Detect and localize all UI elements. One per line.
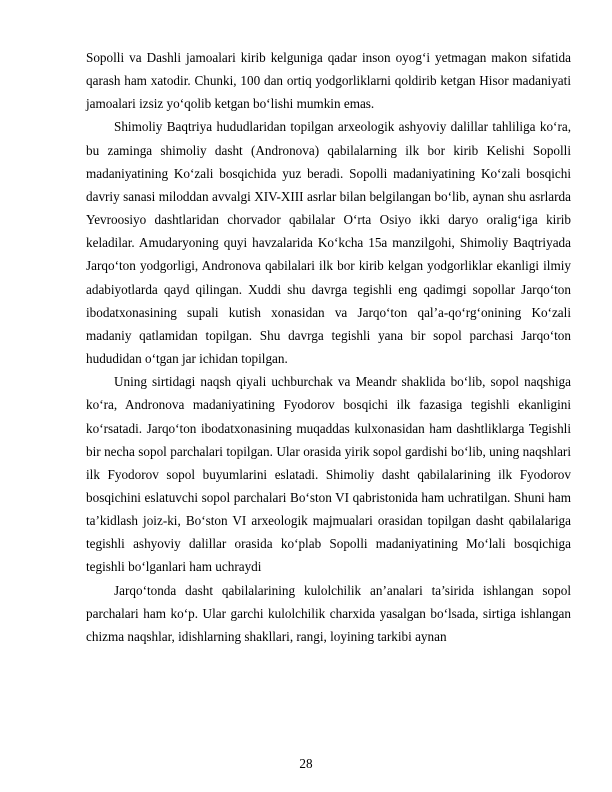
- paragraph-3: Uning sirtidagi naqsh qiyali uchburchak va Meandr shaklida bo‘lib, sopol naqshiga ko‘ra, Andronova madaniyatining Fyodorov bosqichi ilk fazasiga tegishli ekanligini ko‘rsatadi. Jarqo‘ton ibodatxonasining muqaddas kulxonasidan ham dashtliklarga Tegishli bir necha sopol parchalari topilgan. Ular orasida yirik sopol gardishi bo‘lib, uning naqshlari ilk Fyodorov sopol buyumlarini eslatadi. Shimoliy dasht qabilalarining ilk Fyodorov bosqichini eslatuvchi sopol parchalari Bo‘ston VI qabristonida ham uchratilgan. Shuni ham ta’kidlash joiz-ki, Bo‘ston VI arxeologik majmualari orasidan topilgan dasht qabilalariga tegishli ashyoviy dalillar orasida ko‘plab Sopolli madaniyatining Mo‘lali bosqichiga tegishli bo‘lganlari ham uchraydi: [86, 374, 571, 575]
- body-text: [86, 46, 571, 648]
- paragraph-1: Sopolli va Dashli jamoalari kirib kelguniga qadar inson oyog‘i yetmagan makon sifatida qarash ham xatodir. Chunki, 100 dan ortiq yodgorliklarni qoldirib ketgan Hisor madaniyati jamoalari izsiz yo‘qolib ketgan bo‘lishi mumkin emas.: [86, 50, 571, 112]
- page-number: 28: [299, 756, 313, 771]
- paragraph-4: Jarqo‘tonda dasht qabilalarining kulolchilik an’analari ta’sirida ishlangan sopol parchalari ham ko‘p. Ular garchi kulolchilik charxida yasalgan bo‘lsada, sirtiga ishlangan chizma naqshlar, idishlarning shakllari, rangi, loyining tarkibi aynan: [86, 582, 571, 644]
- paragraph-2: Shimoliy Baqtriya hududlaridan topilgan arxeologik ashyoviy dalillar tahliliga ko‘ra, bu zaminga shimoliy dasht (Andronova) qabilalarning ilk bor kirib Kelishi Sopolli madaniyatining Ko‘zali bosqichida yuz beradi. Sopolli madaniyatining Ko‘zali bosqichi davriy sanasi miloddan avvalgi XIV-XIII asrlar bilan belgilangan bo‘lib, aynan shu asrlarda Yevroosiyo dashtlaridan chorvador qabilalar O‘rta Osiyo ikki daryo oralig‘iga kirib keladilar. Amudaryoning quyi havzalarida Ko‘kcha 15a manzilgohi, Shimoliy Baqtriyada Jarqo‘ton yodgorligi, Andronova qabilalari ilk bor kirib kelgan yodgorliklar ekanligi ilmiy adabiyotlarda qayd qilingan. Xuddi shu davrga tegishli eng qadimgi sopollar Jarqo‘ton ibodatxonasining supali kutish xonasidan va Jarqo‘ton qal’a-qo‘rg‘onining Ko‘zali madaniy qatlamidan topilgan. Shu davrga tegishli yana bir sopol parchasi Jarqo‘ton hududidan o‘tgan jar ichidan topilgan.: [86, 119, 571, 367]
